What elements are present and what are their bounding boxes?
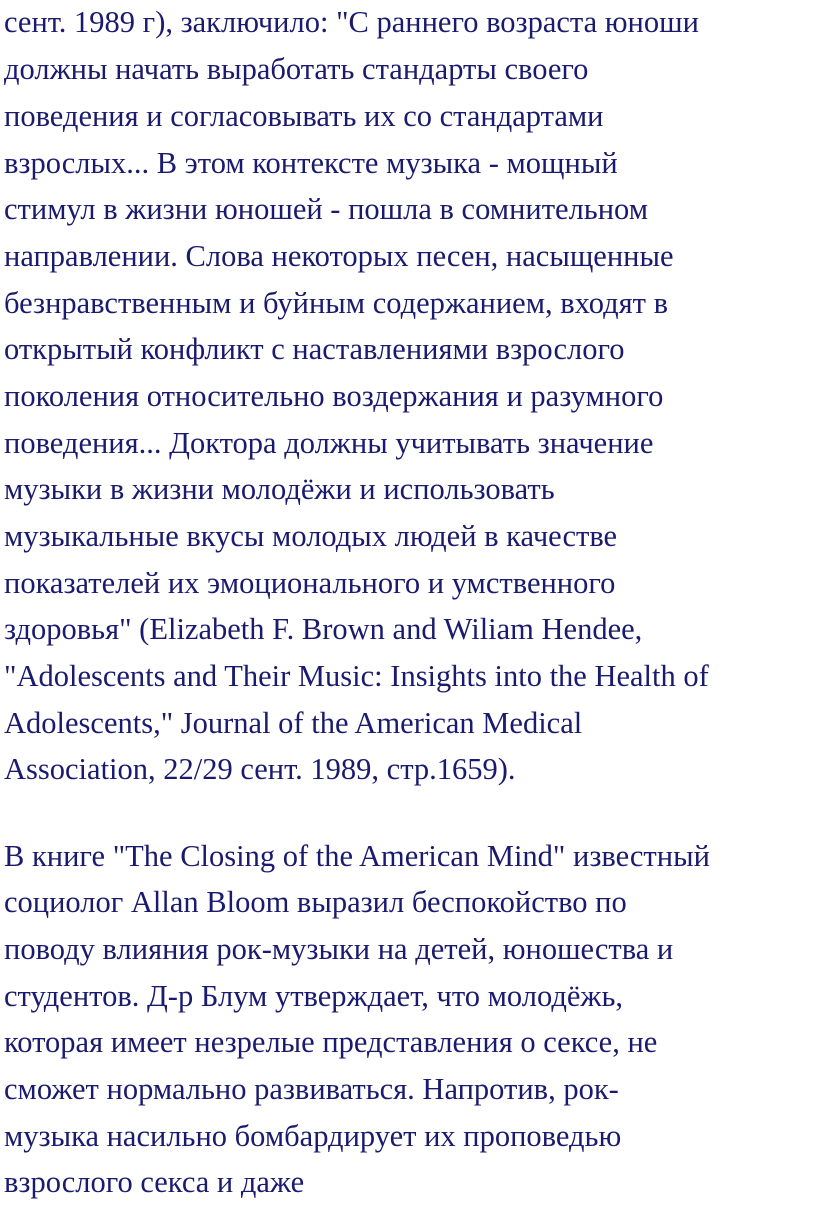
text-line: направлении. Слова некоторых песен, насыщенные bbox=[4, 239, 674, 273]
text-line: взрослых... В этом контексте музыка - мощный bbox=[4, 146, 618, 180]
text-line: Adolescents," Journal of the American Medical bbox=[4, 706, 583, 740]
text-line: открытый конфликт с наставлениями взрослого bbox=[4, 332, 625, 366]
text-line: безнравственным и буйным содержанием, входят в bbox=[4, 286, 669, 320]
text-line: сент. 1989 г), заключило: "С раннего возраста юноши bbox=[4, 5, 699, 39]
text-line: поводу влияния рок-музыки на детей, юношества и bbox=[4, 932, 674, 966]
text-line: В книге "The Closing of the American Mind" известный bbox=[4, 839, 710, 873]
text-line: музыкальные вкусы молодых людей в качестве bbox=[4, 519, 618, 553]
text-line: поколения относительно воздержания и разумного bbox=[4, 379, 664, 413]
text-line: показателей их эмоционального и умственного bbox=[4, 566, 616, 600]
text-line: социолог Allan Bloom выразил беспокойство по bbox=[4, 885, 627, 919]
text-line: музыки в жизни молодёжи и использовать bbox=[4, 472, 555, 506]
text-line: студентов. Д-р Блум утверждает, что молодёжь, bbox=[4, 979, 624, 1013]
text-line: здоровья" (Elizabeth F. Brown and Wiliam Hendee, bbox=[4, 612, 643, 646]
text-line: сможет нормально развиваться. Напротив, рок- bbox=[4, 1072, 619, 1106]
text-line: должны начать выработать стандарты своего bbox=[4, 52, 589, 86]
text-line: музыка насильно бомбардирует их проповедью bbox=[4, 1119, 622, 1153]
text-line: поведения... Доктора должны учитывать значение bbox=[4, 426, 654, 460]
text-line: "Adolescents and Their Music: Insights into the Health of bbox=[4, 659, 709, 693]
text-line: которая имеет незрелые представления о сексе, не bbox=[4, 1025, 658, 1059]
text-line: Association, 22/29 сент. 1989, стр.1659). bbox=[4, 752, 516, 786]
text-line: поведения и согласовывать их со стандартами bbox=[4, 99, 604, 133]
text-line: стимул в жизни юношей - пошла в сомнительном bbox=[4, 192, 648, 226]
text-line: взрослого секса и даже bbox=[4, 1165, 305, 1199]
